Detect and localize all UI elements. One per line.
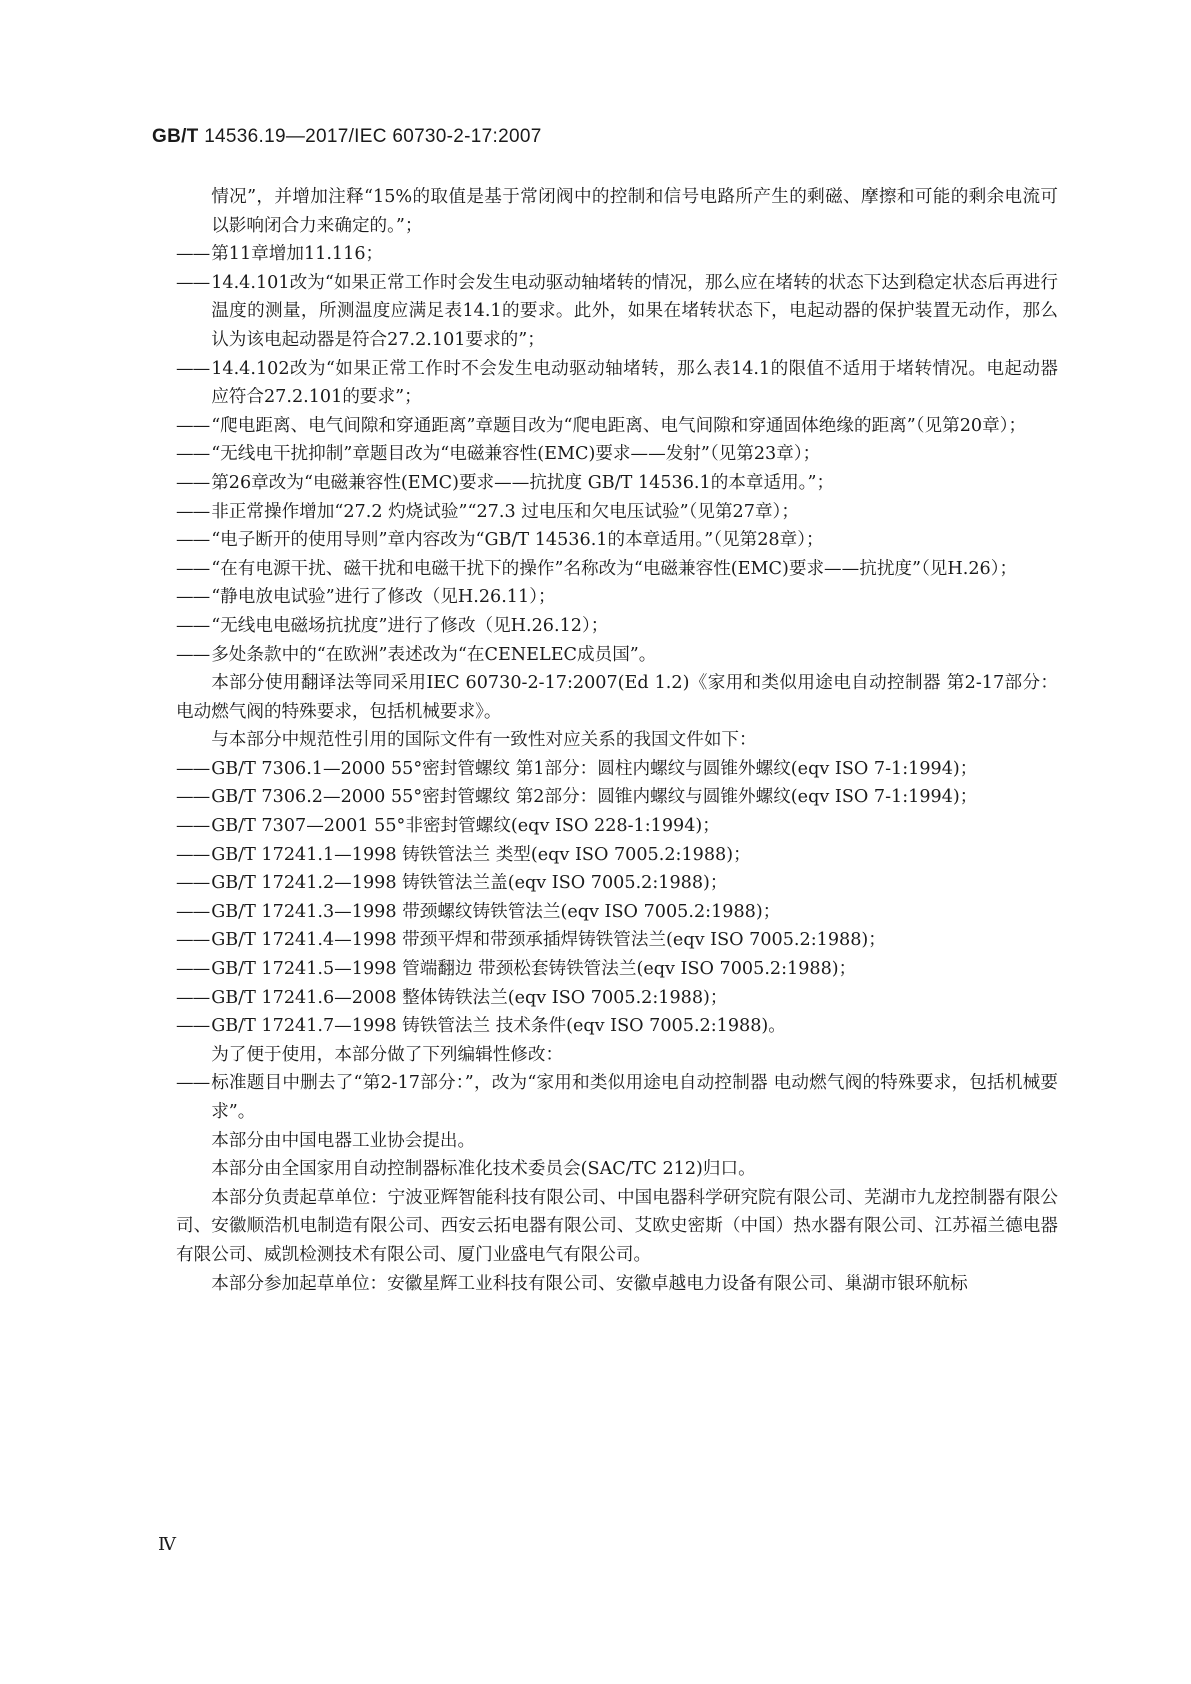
dash-marker: —— <box>176 615 210 636</box>
list-item: —— GB/T 17241.6—2008 整体铸铁法兰(eqv ISO 7005.2:1988)； <box>176 984 1058 1013</box>
page-number: Ⅳ <box>158 1534 176 1555</box>
list-item: —— GB/T 7307—2001 55°非密封管螺纹(eqv ISO 228-1:1994)； <box>176 812 1058 841</box>
dash-marker: —— <box>176 787 210 808</box>
list-item: —— GB/T 17241.3—1998 带颈螺纹铸铁管法兰(eqv ISO 7005.2:1988)； <box>176 898 1058 927</box>
continued-item-text: 情况”，并增加注释“15%的取值是基于常闭阀中的控制和信号电路所产生的剩磁、摩擦和可能的剩余电流可以影响闭合力来确定的。”； <box>211 187 1058 236</box>
paragraph-editorial: 为了便于使用，本部分做了下列编辑性修改： <box>211 1044 564 1065</box>
document-body <box>176 183 1058 1298</box>
list-item: —— “爬电距离、电气间隙和穿通距离”章题目改为“爬电距离、电气间隙和穿通固体绝缘的距离”（见第20章）； <box>176 412 1058 441</box>
dash-marker: —— <box>176 873 210 894</box>
list-item: —— GB/T 17241.5—1998 管端翻边 带颈松套铸铁管法兰(eqv ISO 7005.2:1988)； <box>176 955 1058 984</box>
paragraph-drafting-units: 本部分负责起草单位：宁波亚辉智能科技有限公司、中国电器科学研究院有限公司、芜湖市九龙控制器有限公司、安徽顺浩机电制造有限公司、西安云拓电器有限公司、艾欧史密斯（中国）热水器有限公司、江苏福兰德电器有限公司、威凯检测技术有限公司、厦门业盛电气有限公司。 <box>176 1187 1058 1265</box>
dash-marker: —— <box>176 444 210 465</box>
list-item: —— 标准题目中删去了“第2-17部分：”，改为“家用和类似用途电自动控制器 电动燃气阀的特殊要求，包括机械要求”。 <box>176 1069 1058 1126</box>
dash-marker: —— <box>176 1073 210 1094</box>
list-item: —— GB/T 7306.2—2000 55°密封管螺纹 第2部分：圆锥内螺纹与圆锥外螺纹(eqv ISO 7-1:1994)； <box>176 783 1058 812</box>
list-item: —— GB/T 17241.7—1998 铸铁管法兰 技术条件(eqv ISO 7005.2:1988)。 <box>176 1012 1058 1041</box>
paragraph-participating-units: 本部分参加起草单位：安徽星辉工业科技有限公司、安徽卓越电力设备有限公司、巢湖市银环航标 <box>211 1273 968 1294</box>
list-item: —— 第26章改为“电磁兼容性(EMC)要求——抗扰度 GB/T 14536.1的本章适用。”； <box>176 469 1058 498</box>
dash-marker: —— <box>176 644 210 665</box>
dash-marker: —— <box>176 901 210 922</box>
changes-list <box>176 240 1058 669</box>
dash-marker: —— <box>176 472 210 493</box>
list-item: —— “电子断开的使用导则”章内容改为“GB/T 14536.1的本章适用。”（见第28章）； <box>176 526 1058 555</box>
standard-code: GB/T <box>152 126 199 147</box>
paragraph-technical-committee: 本部分由全国家用自动控制器标准化技术委员会(SAC/TC 212)归口。 <box>211 1159 756 1180</box>
editorial-list <box>176 1069 1058 1126</box>
standard-number: 14536.19—2017/IEC 60730-2-17:2007 <box>204 126 542 147</box>
dash-marker: —— <box>176 272 210 293</box>
list-item: —— 非正常操作增加“27.2 灼烧试验”“27.3 过电压和欠电压试验”（见第27章）； <box>176 498 1058 527</box>
dash-marker: —— <box>176 1016 210 1037</box>
dash-marker: —— <box>176 587 210 608</box>
list-item: —— “静电放电试验”进行了修改（见H.26.11）； <box>176 583 1058 612</box>
list-item: —— “无线电电磁场抗扰度”进行了修改（见H.26.12）； <box>176 612 1058 641</box>
list-item: —— 14.4.101改为“如果正常工作时会发生电动驱动轴堵转的情况，那么应在堵转的状态下达到稳定状态后再进行温度的测量，所测温度应满足表14.1的要求。此外，如果在堵转状态下，电起动器的保护装置无动作，那么认为该电起动器是符合27.2.101要求的”； <box>176 269 1058 355</box>
dash-marker: —— <box>176 844 210 865</box>
list-item: —— 14.4.102改为“如果正常工作时不会发生电动驱动轴堵转，那么表14.1的限值不适用于堵转情况。电起动器应符合27.2.101的要求”； <box>176 355 1058 412</box>
list-item: —— GB/T 7306.1—2000 55°密封管螺纹 第1部分：圆柱内螺纹与圆锥外螺纹(eqv ISO 7-1:1994)； <box>176 755 1058 784</box>
list-item: —— GB/T 17241.4—1998 带颈平焊和带颈承插焊铸铁管法兰(eqv ISO 7005.2:1988)； <box>176 926 1058 955</box>
dash-marker: —— <box>176 558 210 579</box>
document-header <box>152 126 542 148</box>
references-list <box>176 755 1058 1041</box>
paragraph-references-intro: 与本部分中规范性引用的国际文件有一致性对应关系的我国文件如下： <box>211 730 757 751</box>
dash-marker: —— <box>176 501 210 522</box>
list-item: —— “无线电干扰抑制”章题目改为“电磁兼容性(EMC)要求——发射”（见第23章）； <box>176 440 1058 469</box>
list-item: —— GB/T 17241.2—1998 铸铁管法兰盖(eqv ISO 7005.2:1988)； <box>176 869 1058 898</box>
list-item: —— GB/T 17241.1—1998 铸铁管法兰 类型(eqv ISO 7005.2:1988)； <box>176 841 1058 870</box>
list-item: —— 第11章增加11.116； <box>176 240 1058 269</box>
dash-marker: —— <box>176 358 210 379</box>
dash-marker: —— <box>176 244 210 265</box>
list-item: —— “在有电源干扰、磁干扰和电磁干扰下的操作”名称改为“电磁兼容性(EMC)要求——抗扰度”（见H.26）； <box>176 555 1058 584</box>
dash-marker: —— <box>176 816 210 837</box>
dash-marker: —— <box>176 959 210 980</box>
dash-marker: —— <box>176 758 210 779</box>
paragraph-translation: 本部分使用翻译法等同采用IEC 60730-2-17:2007(Ed 1.2)《家用和类似用途电自动控制器 第2-17部分：电动燃气阀的特殊要求，包括机械要求》。 <box>176 673 1058 722</box>
dash-marker: —— <box>176 415 210 436</box>
dash-marker: —— <box>176 930 210 951</box>
dash-marker: —— <box>176 987 210 1008</box>
dash-marker: —— <box>176 530 210 551</box>
list-item: —— 多处条款中的“在欧洲”表述改为“在CENELEC成员国”。 <box>176 641 1058 670</box>
paragraph-proposed-by: 本部分由中国电器工业协会提出。 <box>211 1130 476 1151</box>
